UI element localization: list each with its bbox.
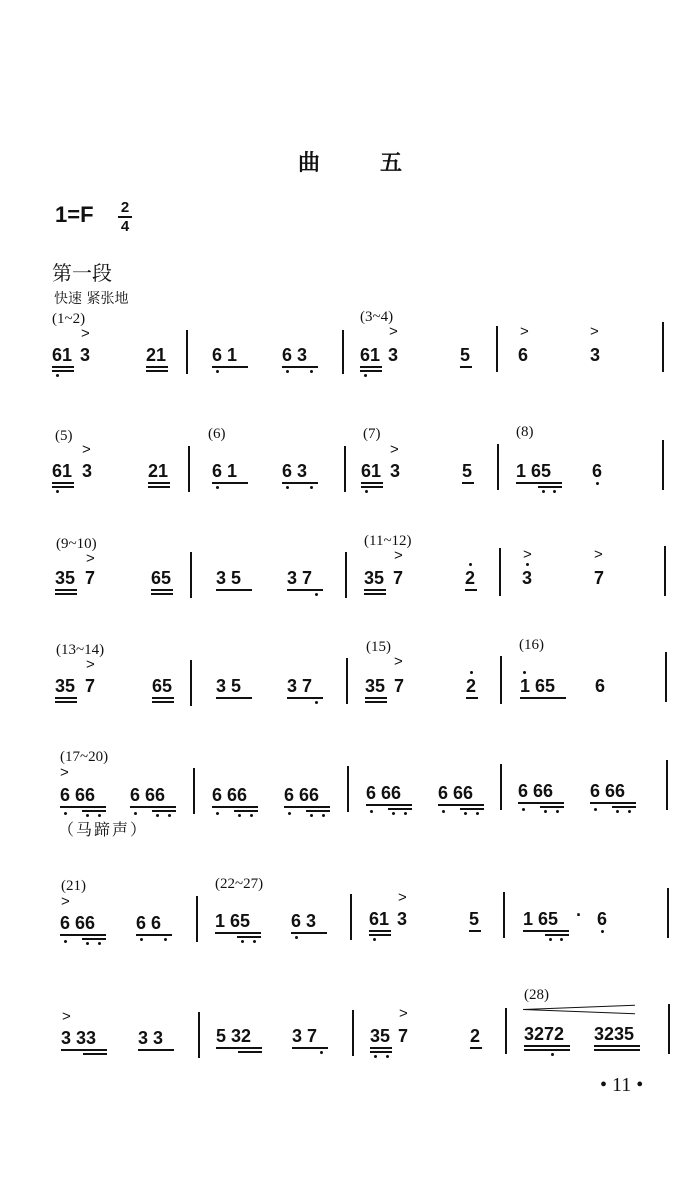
note-group: 3 5: [216, 676, 242, 696]
octave-dot: [469, 563, 472, 566]
note-group: 61: [361, 461, 382, 481]
barline: [664, 546, 666, 596]
barline: [662, 440, 664, 490]
measure-number: (16): [519, 637, 544, 653]
barline: [667, 888, 669, 938]
barline: [352, 1010, 354, 1056]
note-group: 1 65: [520, 676, 556, 696]
note-group: 61: [52, 345, 73, 365]
underline: [540, 806, 564, 808]
underline: [306, 810, 330, 812]
note-group: 1 65: [215, 911, 251, 931]
note: 2: [470, 1026, 481, 1046]
octave-dot: [392, 812, 395, 815]
octave-dot: [320, 1051, 323, 1054]
note-group: 3 33: [61, 1028, 97, 1048]
octave-dot: [140, 938, 143, 941]
note-group: 6 66: [212, 785, 248, 805]
underline: [523, 930, 569, 932]
note-group: 35: [370, 1026, 391, 1046]
barline: [342, 330, 344, 374]
note: 7: [594, 568, 605, 588]
octave-dot: [168, 814, 171, 817]
underline: [370, 1051, 392, 1053]
piece-title: [0, 146, 700, 177]
accent-mark: >: [60, 764, 69, 781]
note: 3: [388, 345, 399, 365]
octave-dot: [596, 482, 599, 485]
octave-dot: [551, 1053, 554, 1056]
underline: [215, 932, 261, 934]
underline: [234, 810, 258, 812]
note-group: 6 3: [291, 911, 317, 931]
accent-mark: >: [594, 546, 603, 563]
underline: [148, 486, 170, 488]
octave-dot: [286, 370, 289, 373]
octave-dot: [370, 810, 373, 813]
accent-mark: >: [398, 889, 407, 906]
accent-mark: >: [394, 653, 403, 670]
note: 3: [390, 461, 401, 481]
underline: [370, 1047, 392, 1049]
barline: [505, 1008, 507, 1054]
barline: [190, 660, 192, 706]
underline: [524, 1045, 570, 1047]
note-group: 6 66: [438, 783, 474, 803]
dotted-extension: ·: [576, 905, 582, 925]
octave-dot: [315, 701, 318, 704]
barline: [193, 768, 195, 814]
underline: [146, 370, 168, 372]
underline: [460, 366, 472, 368]
underline: [516, 482, 562, 484]
note-group: 61: [52, 461, 73, 481]
note: 7: [393, 568, 404, 588]
underline: [470, 1047, 482, 1049]
title-char-2: 五: [380, 151, 403, 176]
underline: [148, 482, 170, 484]
barline: [500, 764, 502, 810]
octave-dot: [64, 940, 67, 943]
note: 2: [466, 676, 477, 696]
note: 7: [398, 1026, 409, 1046]
note-group: 6 1: [212, 345, 238, 365]
note-group: 6 66: [60, 785, 96, 805]
barline: [188, 446, 190, 492]
octave-dot: [464, 812, 467, 815]
underline: [212, 806, 258, 808]
accent-mark: >: [62, 1008, 71, 1025]
underline: [590, 802, 636, 804]
note: 5: [469, 909, 480, 929]
note: 7: [85, 676, 96, 696]
barline: [190, 552, 192, 598]
octave-dot: [56, 374, 59, 377]
octave-dot: [374, 1055, 377, 1058]
barline: [346, 658, 348, 704]
underline: [284, 806, 330, 808]
underline: [369, 934, 391, 936]
underline: [282, 482, 318, 484]
note-group: 61: [369, 909, 390, 929]
underline: [282, 366, 318, 368]
crescendo-hairpin: [523, 1009, 635, 1014]
note-group: 5 32: [216, 1026, 252, 1046]
barline: [344, 446, 346, 492]
note-group: 6 3: [282, 461, 308, 481]
barline: [503, 892, 505, 938]
underline: [361, 482, 383, 484]
note-group: 35: [364, 568, 385, 588]
octave-dot: [549, 938, 552, 941]
octave-dot: [216, 486, 219, 489]
underline: [388, 808, 412, 810]
note-group: 3235: [594, 1024, 635, 1044]
octave-dot: [250, 814, 253, 817]
octave-dot: [523, 671, 526, 674]
underline: [60, 806, 106, 808]
octave-dot: [556, 810, 559, 813]
note-group: 35: [55, 568, 76, 588]
time-signature: [118, 200, 132, 234]
underline: [365, 701, 387, 703]
octave-dot: [526, 563, 529, 566]
note-group: 6 66: [284, 785, 320, 805]
octave-dot: [134, 812, 137, 815]
accent-mark: >: [82, 441, 91, 458]
measure-number: (9~10): [56, 536, 97, 552]
underline: [151, 593, 173, 595]
underline: [146, 366, 168, 368]
note-group: 21: [146, 345, 167, 365]
underline: [292, 1047, 328, 1049]
underline: [545, 934, 569, 936]
underline: [82, 810, 106, 812]
note-group: 6 1: [212, 461, 238, 481]
underline: [466, 697, 478, 699]
octave-dot: [310, 814, 313, 817]
note-group: 35: [55, 676, 76, 696]
measure-number: (21): [61, 878, 86, 894]
underline: [138, 1049, 174, 1051]
measure-number: (22~27): [215, 876, 264, 892]
octave-dot: [156, 814, 159, 817]
note-group: 6 66: [590, 781, 626, 801]
barline: [196, 896, 198, 942]
underline: [52, 486, 74, 488]
barline: [665, 652, 667, 702]
underline: [365, 697, 387, 699]
octave-dot: [553, 490, 556, 493]
note: 3: [82, 461, 93, 481]
measure-number: (6): [208, 426, 226, 442]
underline: [55, 701, 77, 703]
barline: [496, 326, 498, 372]
octave-dot: [560, 938, 563, 941]
underline: [130, 806, 176, 808]
underline: [52, 482, 74, 484]
note-group: 6 3: [282, 345, 308, 365]
underline: [82, 938, 106, 940]
octave-dot: [322, 814, 325, 817]
octave-dot: [288, 812, 291, 815]
octave-dot: [295, 936, 298, 939]
accent-mark: >: [390, 441, 399, 458]
note-group: 6 6: [136, 913, 162, 933]
note-group: 1 65: [523, 909, 559, 929]
accent-mark: >: [590, 323, 599, 340]
octave-dot: [364, 374, 367, 377]
underline: [360, 366, 382, 368]
note: 3: [80, 345, 91, 365]
octave-dot: [86, 942, 89, 945]
octave-dot: [544, 810, 547, 813]
underline: [524, 1049, 570, 1051]
note: 2: [465, 568, 476, 588]
measure-number: (7): [363, 426, 381, 442]
accent-mark: >: [86, 656, 95, 673]
underline: [52, 366, 74, 368]
measure-number: (11~12): [364, 533, 412, 549]
barline: [345, 552, 347, 598]
octave-dot: [373, 938, 376, 941]
page-number: • 11 •: [600, 1074, 644, 1096]
measure-number: (3~4): [360, 309, 394, 325]
tempo-marking: 快速 紧张地: [54, 291, 129, 307]
octave-dot: [164, 938, 167, 941]
underline: [60, 934, 106, 936]
note-group: 3 7: [287, 568, 313, 588]
note: 6: [595, 676, 606, 696]
note: 7: [394, 676, 405, 696]
underline: [287, 697, 323, 699]
underline: [152, 810, 176, 812]
underline: [55, 697, 77, 699]
note: 3: [397, 909, 408, 929]
underline: [364, 593, 386, 595]
octave-dot: [216, 370, 219, 373]
barline: [497, 444, 499, 490]
octave-dot: [628, 810, 631, 813]
note-group: 3 3: [138, 1028, 164, 1048]
barline: [668, 1004, 670, 1054]
octave-dot: [594, 808, 597, 811]
octave-dot: [365, 490, 368, 493]
underline: [369, 930, 391, 932]
accent-mark: >: [61, 893, 70, 910]
underline: [460, 808, 484, 810]
note-group: 3 7: [287, 676, 313, 696]
underline: [366, 804, 412, 806]
note-group: 3 5: [216, 568, 242, 588]
octave-dot: [616, 810, 619, 813]
underline: [55, 589, 77, 591]
octave-dot: [522, 808, 525, 811]
barline: [350, 894, 352, 940]
note: 5: [460, 345, 471, 365]
underline: [465, 589, 477, 591]
measure-number: (8): [516, 424, 534, 440]
underline: [612, 806, 636, 808]
note: 5: [462, 461, 473, 481]
underline: [287, 589, 323, 591]
note-group: 3 7: [292, 1026, 318, 1046]
octave-dot: [286, 486, 289, 489]
underline: [151, 589, 173, 591]
underline: [216, 697, 252, 699]
note: 7: [85, 568, 96, 588]
note-group: 6 66: [518, 781, 554, 801]
accent-mark: >: [520, 323, 529, 340]
octave-dot: [404, 812, 407, 815]
underline: [361, 486, 383, 488]
underline: [538, 486, 562, 488]
measure-number: (13~14): [56, 642, 105, 658]
underline: [291, 932, 327, 934]
measure-number: (15): [366, 639, 391, 655]
note: 6: [597, 909, 608, 929]
accent-mark: >: [523, 546, 532, 563]
underline: [462, 482, 474, 484]
octave-dot: [601, 930, 604, 933]
note: 6: [592, 461, 603, 481]
octave-dot: [310, 370, 313, 373]
note-group: 3272: [524, 1024, 565, 1044]
barline: [499, 548, 501, 596]
underline: [52, 370, 74, 372]
underline: [594, 1049, 640, 1051]
barline: [198, 1012, 200, 1058]
octave-dot: [386, 1055, 389, 1058]
note-group: 6 66: [366, 783, 402, 803]
underline: [152, 697, 174, 699]
underline: [438, 804, 484, 806]
underline: [520, 697, 566, 699]
underline: [152, 701, 174, 703]
note-group: 35: [365, 676, 386, 696]
time-signature-numerator: 2: [120, 199, 130, 216]
underline: [212, 482, 248, 484]
measure-number: (1~2): [52, 311, 86, 327]
octave-dot: [238, 814, 241, 817]
octave-dot: [315, 593, 318, 596]
underline: [55, 593, 77, 595]
accent-mark: >: [389, 323, 398, 340]
note-group: 21: [148, 461, 169, 481]
underline: [518, 802, 564, 804]
octave-dot: [476, 812, 479, 815]
octave-dot: [56, 490, 59, 493]
barline: [186, 330, 188, 374]
barline: [666, 760, 668, 810]
octave-dot: [470, 671, 473, 674]
underline: [364, 589, 386, 591]
octave-dot: [442, 810, 445, 813]
accent-mark: >: [81, 325, 90, 342]
underline: [61, 1049, 107, 1051]
underline: [594, 1045, 640, 1047]
underline: [216, 1047, 262, 1049]
measure-number: (28): [524, 987, 549, 1003]
barline: [500, 656, 502, 704]
note-group: 1 65: [516, 461, 552, 481]
underline: [83, 1053, 107, 1055]
octave-dot: [98, 942, 101, 945]
accent-mark: >: [399, 1005, 408, 1022]
barline: [347, 766, 349, 812]
note-group: 61: [360, 345, 381, 365]
note: 3: [590, 345, 601, 365]
accent-mark: >: [86, 550, 95, 567]
underline: [136, 934, 172, 936]
note-group: 65: [151, 568, 172, 588]
note: 6: [518, 345, 529, 365]
barline: [662, 322, 664, 372]
underline: [216, 589, 252, 591]
octave-dot: [216, 812, 219, 815]
octave-dot: [542, 490, 545, 493]
note-group: 65: [152, 676, 173, 696]
underline: [360, 370, 382, 372]
underline: [237, 936, 261, 938]
sound-effect-annotation: （马蹄声）: [58, 820, 149, 839]
note-group: 6 66: [130, 785, 166, 805]
time-signature-denominator: 4: [120, 218, 130, 235]
octave-dot: [241, 940, 244, 943]
measure-number: (5): [55, 428, 73, 444]
octave-dot: [64, 812, 67, 815]
key-signature: 1=F: [55, 202, 94, 227]
underline: [469, 930, 481, 932]
underline: [238, 1051, 262, 1053]
note-group: 6 66: [60, 913, 96, 933]
measure-number: (17~20): [60, 749, 109, 765]
octave-dot: [310, 486, 313, 489]
section-heading: 第一段: [52, 261, 112, 285]
accent-mark: >: [394, 547, 403, 564]
note: 3: [522, 568, 533, 588]
title-char-1: 曲: [297, 151, 320, 176]
octave-dot: [253, 940, 256, 943]
underline: [212, 366, 248, 368]
